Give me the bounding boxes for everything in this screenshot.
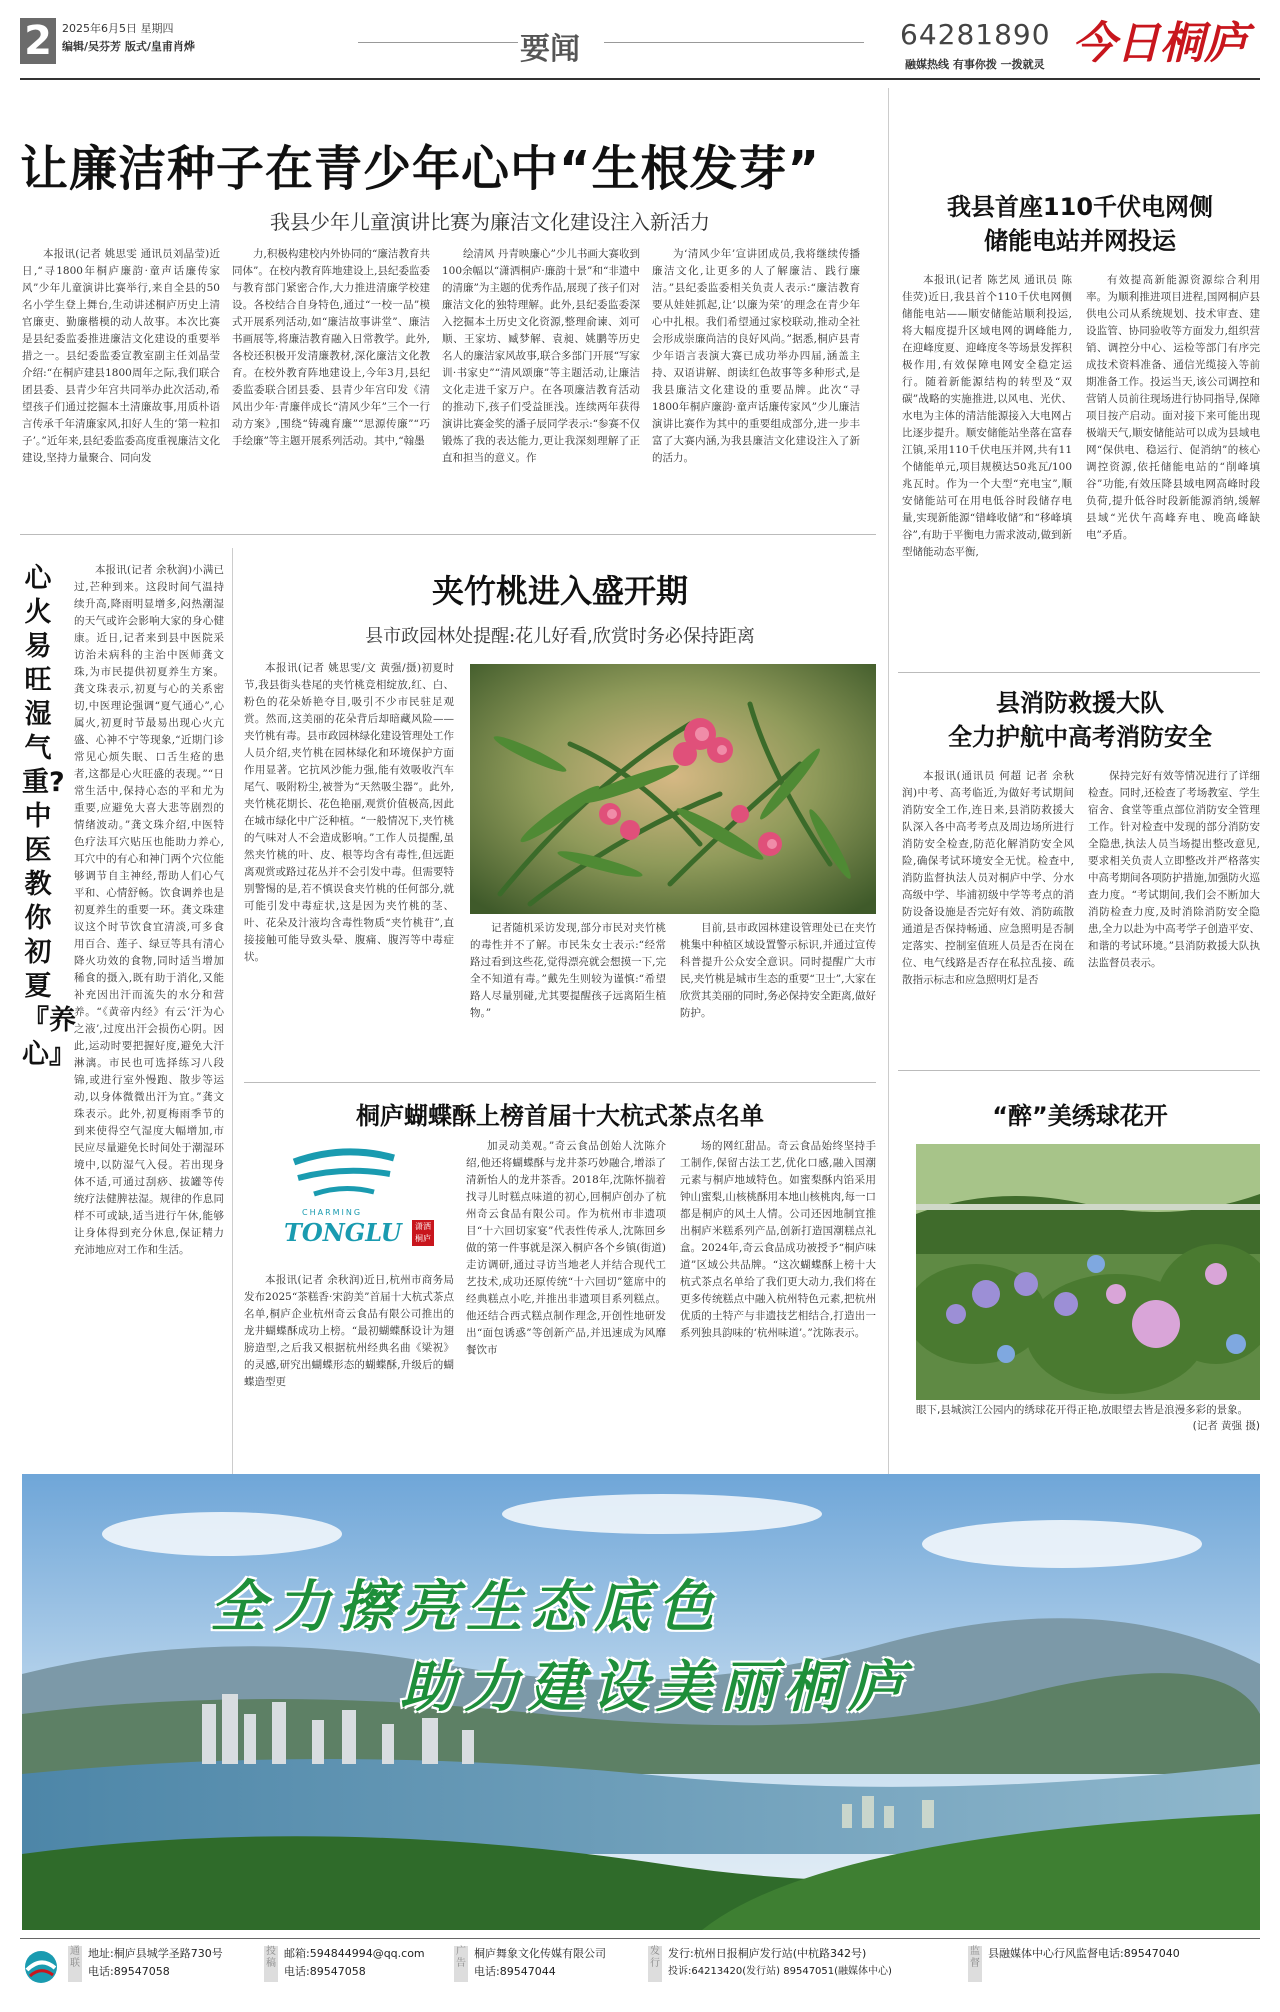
oleander-col-2: 记者随机采访发现,部分市民对夹竹桃的毒性并不了解。市民朱女士表示:“经常路过看到这些花,觉得漂亮就会想摸一下,完全不知道有毒。”戴先生则较为谨慎:“希望路人尽量别碰,尤其要提醒孩子远离陌生植物。”: [470, 922, 666, 1019]
hydrangea-photo: [916, 1144, 1260, 1400]
power-col-1: 本报讯(记者 陈艺凤 通讯员 陈佳荧)近日,我县首个110千伏电网侧储能电站——顺安储能站顺利投运,将大幅度提升区域电网的调峰能力,在迎峰度夏、迎峰度冬等场景发挥积极作用,有效保障电网安全稳定运行。随着新能源结构的转型及“双碳”战略的实施推进,以风电、光伏、水电为主体的清洁能源接入大电网占比逐步提升。顺安储能站坐落在富春江镇,采用110千伏电压并网,共有11个储能单元,项目规模达50兆瓦/100兆瓦时。作为一个大型“充电宝”,顺安储能站可在用电低谷时段储存电量,实现新能源“错峰收储”和“移峰填谷”,有助于平衡电力需求波动,做到新型储能动态平衡,: [902, 274, 1072, 558]
hotline-slogan: 融媒热线 有事你拨 一拨就灵: [905, 58, 1045, 71]
oleander-photo: [470, 664, 876, 914]
fire-col-2: 保持完好有效等情况进行了详细检查。同时,还检查了考场教室、学生宿舍、食堂等重点部位消防安全管理工作。针对检查中发现的部分消防安全隐患,执法人员当场提出整改意见,要求相关负责人立即整改并严格落实中高考期间各项防护措施,加强防火巡查力度。“考试期间,我们会不断加大消防检查力度,及时消除消防安全隐患,全力以赴为中高考学子创造平安、和谐的考试环境。”县消防救援大队执法监督员表示。: [1088, 770, 1260, 969]
banner-slogan-line2: 助力建设美丽桐庐: [400, 1654, 912, 1720]
tonglu-wave-icon: [284, 1144, 404, 1204]
editors-line: 编辑/吴芬芳 版式/皇甫肖烨: [62, 40, 195, 53]
hydrangea-headline: “醉”美绣球花开: [992, 1102, 1168, 1130]
hotline-number: 64281890: [900, 18, 1051, 51]
lead-col-4: 为‘清风少年’宣讲团成员,我将继续传播廉洁文化,让更多的人了解廉洁、践行廉洁。”县纪委监委相关负责人表示:“廉洁教育要从娃娃抓起,让‘以廉为荣’的理念在青少年心中扎根。我们希望通过家校联动,推动全社会形成崇廉尚洁的良好风尚。”据悉,桐庐县青少年语言表演大赛已成功举办四届,涵盖主持、双语讲解、朗读红色故事等多种形式,是我县廉洁文化建设的重要品牌。此次“寻1800年桐庐廉韵·童声话廉传家风”少儿廉洁演讲比赛作为其中的重要组成部分,进一步丰富了大赛内涵,为我县廉洁文化建设注入了新的活力。: [652, 248, 860, 464]
section-title: 要闻: [520, 32, 580, 67]
page-number: 2: [20, 18, 56, 64]
lead-headline: 让廉洁种子在青少年心中“生根发芽”: [20, 141, 821, 197]
power-col-2: 有效提高新能源资源综合利用率。为顺利推进项目进程,国网桐庐县供电公司从系统规划、技术审查、建设监管、协同验收等方面发力,组织营销、调控分中心、运检等部门有序完成技术资料准备、通信光缆接入等前期准备工作。投运当天,该公司调控和营销人员前往现场进行协同指导,保障项目按产启动。面对接下来可能出现极端天气,顺安储能站可以成为县域电网“保供电、稳运行、促消纳”的核心调控资源,依托储能电站的“削峰填谷”功能,有效压降县域电网高峰时段负荷,提升低谷时段新能源消纳,缓解县域“光伏午高峰弃电、晚高峰缺电”矛盾。: [1086, 274, 1260, 541]
lead-col-1: 本报讯(记者 姚思雯 通讯员刘晶莹)近日,“寻1800年桐庐廉韵·童声话廉传家风”少年儿童演讲比赛举行,来自全县的50名小学生登上舞台,生动讲述桐庐历史上清官廉吏、勤廉楷模的动人故事。本次比赛是县纪委监委推进廉洁文化建设的重要举措之一。县纪委监委宣教室副主任刘晶莹介绍:“在桐庐建县1800周年之际,我们联合团县委、县青少年宫共同举办此次活动,希望孩子们通过挖掘本土清廉故事,用质朴语言传承千年清廉家风,扣好人生的‘第一粒扣子’。”近年来,县纪委监委高度重视廉洁文化建设,坚持力量聚合、同向发: [22, 248, 220, 464]
oleander-subheadline: 县市政园林处提醒:花儿好看,欣赏时务必保持距离: [365, 626, 755, 647]
cake-col-1: 本报讯(记者 余秋润)近日,杭州市商务局发布2025“茶糕香·宋韵美”首届十大杭式茶点名单,桐庐企业杭州奇云食品有限公司推出的龙井蝴蝶酥成功上榜。“最初蝴蝶酥设计为翅膀造型,之后我又根据杭州经典名曲《梁祝》的灵感,研究出蝴蝶形态的蝴蝶酥,升级后的蝴蝶造型更: [244, 1274, 454, 1388]
fire-col-1: 本报讯(通讯员 何超 记者 余秋润)中考、高考临近,为做好考试期间消防安全工作,连日来,县消防救援大队深入各中高考考点及周边场所进行消防安全检查,防范化解消防安全风险,确保考试环境安全无忧。检查中,消防监督执法人员对桐庐中学、分水高级中学、毕浦初级中学等考点的消防设备设施是否完好有效、消防疏散通道是否保持畅通、应急照明是否制定落实、控制室值班人员是否在岗在位、电气线路是否存在私拉乱接、疏散指示标志和应急照明灯是否: [902, 770, 1074, 986]
media-center-logo-icon: [24, 1950, 58, 1984]
oleander-col-3: 目前,县市政园林建设管理处已在夹竹桃集中种植区域设置警示标识,并通过宣传科普提升公众安全意识。同时提醒广大市民,夹竹桃是城市生态的重要“卫士”,大家在欣赏其美丽的同时,务必保持安全距离,做好防护。: [680, 922, 876, 1019]
hydrangea-caption: 眼下,县城滨江公园内的绣球花开得正艳,放眼望去皆是浪漫多彩的景象。 (记者 黄强 摄): [916, 1404, 1260, 1432]
fire-headline: 县消防救援大队 全力护航中高考消防安全: [948, 689, 1212, 751]
cake-headline: 桐庐蝴蝶酥上榜首届十大杭式茶点名单: [356, 1102, 764, 1130]
tonglu-logo: CHARMING TONGLU 潇洒桐庐: [244, 1138, 454, 1268]
cake-col-2: 加灵动美观。”奇云食品创始人沈陈介绍,他还将蝴蝶酥与龙井茶巧妙融合,增添了清新怡人的龙井茶香。2018年,沈陈怀揣着找寻儿时糕点味道的初心,回桐庐创办了杭州奇云食品有限公司。作为杭州市非遗项目“十六回切家宴”代表性传承人,沈陈回乡做的第一件事就是深入桐庐各个乡镇(街道)走访调研,通过寻访当地老人并结合现代工艺技术,成功还原传统“十六回切”筵席中的经典糕点小吃,并推出非遗项目系列糕点。他还结合西式糕点制作理念,开创性地研发出“面包诱惑”等创新产品,并迅速成为风靡餐饮市: [466, 1140, 666, 1356]
masthead-logo: 今日桐庐: [1072, 18, 1248, 69]
tcm-body: 本报讯(记者 余秋润)小满已过,芒种到来。这段时间气温持续升高,降雨明显增多,闷热潮湿的天气或许会影响大家的身心健康。近日,记者来到县中医院采访治未病科的主治中医师龚文珠,为市民提供初夏养生方案。龚文珠表示,初夏与心的关系密切,中医理论强调“夏气通心”,心属火,初夏时节最易出现心火亢盛、心神不宁等现象,“近期门诊常见心烦失眠、口舌生疮的患者,这都是心火旺盛的表现。”“日常生活中,保持心态的平和尤为重要,应避免大喜大悲等剧烈的情绪波动。”龚文珠介绍,中医特色疗法耳穴贴压也能助力养心,耳穴中的有心和神门两个穴位能够调节自主神经,帮助人们心气平和、心情舒畅。饮食调养也是初夏养生的重要一环。龚文珠建议这个时节饮食宜清淡,可多食用百合、莲子、绿豆等具有清心降火功效的食物,同时适当增加稀食的摄入,既有助于消化,又能补充因出汗而流失的水分和营养。“《黄帝内经》有云‘汗为心之液’,过度出汗会损伤心阴。因此,运动时要把握好度,避免大汗淋漓。市民也可选择练习八段锦,或进行室外慢跑、散步等运动,以身体微微出汗为宜。”龚文珠表示。此外,初夏梅雨季节的到来使得空气湿度大幅增加,市民应尽量避免长时间处于潮湿环境中,以防湿气入侵。若出现身体不适,可通过刮痧、拔罐等传统疗法健脾祛湿。规律的作息同样不可或缺,适当进行午休,能够让身体得到充分休息,保证精力充沛地应对工作和生活。: [74, 564, 224, 1256]
tcm-headline: 心火易旺湿气重?中医教你初夏『养心』: [22, 563, 76, 1070]
oleander-col-1: 本报讯(记者 姚思雯/文 黄强/摄)初夏时节,我县街头巷尾的夹竹桃竞相绽放,红、白、粉色的花朵娇艳夺目,吸引不少市民驻足观赏。然而,这美丽的花朵背后却暗藏风险——夹竹桃有毒。县市政园林绿化建设管理处工作人员介绍,夹竹桃在园林绿化和环境保护方面作用显著。它抗风沙能力强,能有效吸收汽车尾气、吸附粉尘,被誉为“天然吸尘器”。此外,夹竹桃花期长、花色艳丽,观赏价值极高,因此在城市绿化中广泛种植。“一般情况下,夹竹桃的气味对人不会造成影响。”工作人员提醒,虽然夹竹桃的叶、皮、根等均含有毒性,但远距离观赏或路过花丛并不会引发中毒。但需要特别警惕的是,若不慎误食夹竹桃的任何部分,就可能引发中毒症状,这是因为夹竹桃的茎、叶、花朵及汁液均含毒性物质“夹竹桃苷”,直接接触可能导致头晕、腹痛、腹泻等中毒症状。: [244, 662, 454, 963]
lead-col-2: 力,积极构建校内外协同的“廉洁教育共同体”。在校内教育阵地建设上,县纪委监委与教育部门紧密合作,大力推进清廉学校建设。各校结合自身特色,通过“一校一品”模式开展系列活动,如“廉洁故事讲堂”、廉洁书画展等,将廉洁教育融入日常教学。此外,各校还积极开发清廉教材,深化廉洁文化教育。在校外教育阵地建设上,今年3月,县纪委监委联合团县委、县青少年宫印发《清风出少年·青廉伴成长“清风少年”三个一行动方案》,围绕“铸魂育廉”“思源传廉”“巧手绘廉”等主题开展系列活动。其中,“翰墨: [232, 248, 430, 447]
footer-info: 通联 地址:桐庐县城学圣路730号 电话:89547058 投稿 邮箱:594844994@qq.com 电话:89547058 广告 桐庐舞象文化传媒有限公司 电话:89547044 发行 发行:杭州日报桐庐发行站(中杭路342号) 投诉:64213420(发行站) 89547051(融媒体中心) 监督 县融媒体中心行风监督电话:89547040: [68, 1946, 1260, 1986]
issue-date: 2025年6月5日 星期四: [62, 22, 174, 35]
lead-col-3: 绘清风 丹青映廉心”少儿书画大赛收到100余幅以“潇洒桐庐·廉韵十景”和“非遗中的清廉”为主题的优秀作品,展现了孩子们对廉洁文化的独特理解。此外,县纪委监委深入挖掘本土历史文化资源,整理俞谏、刘可顺、王家坊、臧梦解、袁昶、姚鹏等历史名人的廉洁家风故事,联合多部门开展“写家训·书家史”“清风颂廉”等主题活动,让廉洁文化走进千家万户。在各项廉洁教育活动的推动下,孩子们受益匪浅。连续两年获得演讲比赛金奖的潘子辰同学表示:“参赛不仅锻炼了我的表达能力,更让我深刻理解了正直和担当的意义。作: [442, 248, 640, 464]
power-headline: 我县首座110千伏电网侧 储能电站并网投运: [946, 193, 1214, 255]
banner-slogan-line1: 全力擦亮生态底色: [210, 1574, 722, 1640]
lead-subheadline: 我县少年儿童演讲比赛为廉洁文化建设注入新活力: [270, 210, 710, 234]
oleander-headline: 夹竹桃进入盛开期: [431, 572, 688, 610]
cake-col-3: 场的网红甜品。奇云食品始终坚持手工制作,保留古法工艺,优化口感,融入国潮元素与桐庐地域特色。如蜜梨酥内馅采用钟山蜜梨,山核桃酥用本地山核桃肉,每一口都是桐庐的风土人情。公司还因地制宜推出桐庐米糕系列产品,创新打造国潮糕点礼盒。2024年,奇云食品成功被授予“桐庐味道”区域公共品牌。“这次蝴蝶酥上榜十大杭式茶点名单给了我们更大动力,我们将在更多传统糕点中融入杭州特色元素,把杭州优质的土特产与非遗技艺相结合,打造出一系列独具韵味的‘杭州味道’。”沈陈表示。: [680, 1140, 876, 1339]
